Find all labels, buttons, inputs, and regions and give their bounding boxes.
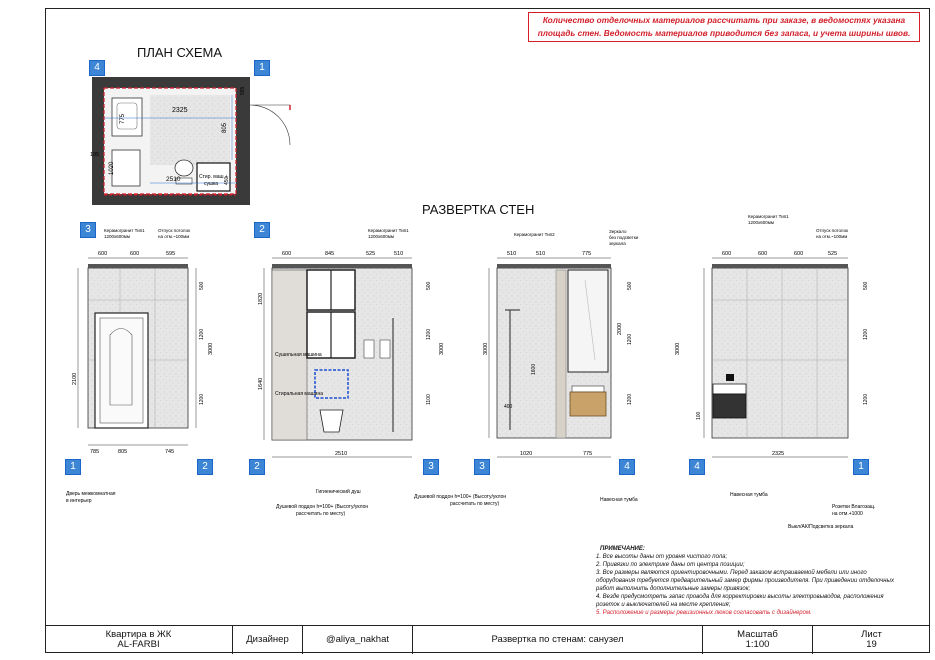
plan-dim-2510: 2510 [166,176,181,183]
e4-height-dim-2: 100 [696,411,702,420]
e2-right-dim-3: 1100 [426,394,432,405]
e3-right-dim-2: 1200 [627,333,633,345]
e3-top-dim-2: 510 [536,251,546,257]
note-item: 2. Привязки по электрике даны от центра позиции; [596,562,745,568]
e2-marker-right: 3 [423,459,439,475]
note-item: оборудования требуется предварительный замер фирмы производителя. При приведении отделочных [596,578,894,584]
e4-marker-right: 1 [853,459,869,475]
warning-line-2: площадь стен. Ведомость материалов приводится без запаса, и учета ширины швов. [537,28,911,38]
elevation-1 [78,258,196,445]
e1-bottom-dim-1: 785 [90,449,100,455]
e3-basin [572,386,604,392]
sheet-number-cell [813,626,930,654]
e3-height-dim-3: 1600 [531,363,537,375]
e1-top-dim-2: 600 [130,251,140,257]
title-block [45,625,930,654]
e3-height-dim-4: 400 [504,404,513,410]
e2-top-dim-2: 845 [325,251,335,257]
e2-note-2b: рассчитать по месту) [296,511,346,517]
e1-right-dim-2: 1200 [199,328,205,340]
project-name-line-1: Квартира в ЖК [105,629,172,640]
e3-callout-2c: зеркала [609,241,626,246]
e1-top-dim-3: 595 [166,251,176,257]
warning-line-1: Количество отделочных материалов рассчитать при заказе, в ведомостях указана [542,15,906,25]
elevation-3 [489,258,611,457]
e1-right-dim-3: 1200 [199,393,205,405]
e3-height-dim-1: 2000 [617,322,623,335]
e3-callout-2: Зеркало [609,229,627,234]
floor-plan [92,77,290,205]
plan-marker-4: 4 [89,60,105,76]
e2-right-dim-1: 500 [426,281,432,290]
e3-note-1: Душевой поддон h=100+ (Высоту/уклон [414,494,507,500]
plan-marker-1: 1 [254,60,270,76]
e4-top-dim-3: 600 [794,251,804,257]
note-item: розеток и выключателей на месте крепления; [596,602,731,608]
e4-callout-2b: на отм.~100мм [816,234,848,239]
e1-height-dim-2: 3000 [208,342,214,355]
notes-block [596,545,926,617]
e3-marker-right: 4 [619,459,635,475]
e4-note-1: Навесная тумба [730,492,768,498]
e2-toilet [320,410,343,432]
e1-callout-2: Отпуск потолок [158,228,191,233]
note-item: 1. Все высоты даны от уровня чистого пола; [596,554,728,560]
project-name-line-2: AL-FARBI [117,639,160,650]
plan-dim-775: 775 [120,113,126,124]
e2-height-dim-3: 3000 [439,342,445,355]
e2-note-2: Душевой поддон h=100+ (Высоту/уклон [276,504,369,510]
e3-bottom-dim-2: 775 [583,451,593,457]
sheet-label: Лист [861,629,882,640]
e1-bottom-dim-2: 805 [118,449,128,455]
e3-right-dim-3: 1200 [627,393,633,405]
e1-note-1: Дверь межкомнатная [66,491,116,497]
e3-vanity [570,392,606,416]
plan-dim-450: 450 [224,176,230,185]
e1-callout-2b: на отм.~100мм [158,234,190,239]
scale-cell [703,626,813,654]
e4-top-dim-2: 600 [758,251,768,257]
plan-dim-805: 805 [222,122,228,133]
e4-marker-left: 4 [689,459,705,475]
e1-top-dim-1: 600 [98,251,108,257]
e4-right-dim-1: 500 [863,281,869,290]
notes-heading: ПРИМЕЧАНИЕ: [600,546,645,552]
e4-callout-1b: 1200х600мм [748,220,774,225]
e3-note-2: Навесная тумба [600,497,638,503]
plan-washer-label-2: сушка [204,181,219,187]
plan-washer-label-1: Стир. маш + [199,174,228,180]
e3-height-dim-2: 3000 [483,342,489,355]
plan-title: ПЛАН СХЕМА [137,45,223,60]
e2-bottom-dim: 2510 [335,451,348,457]
e2-top-dim-4: 510 [394,251,404,257]
e3-right-dim-1: 500 [627,281,633,290]
e3-bottom-dim-1: 1020 [520,451,533,457]
e3-marker-left: 3 [474,459,490,475]
e1-right-dim-1: 500 [199,281,205,290]
plan-dim-185: 185 [90,152,100,158]
plan-dim-1020: 1020 [109,161,115,175]
sheet-title: Развертка по стенам: санузел [413,626,703,654]
note-item: 3. Все размеры являются ориентировочными. Перед заказом встраиваемой мебели или иного [596,570,867,576]
e4-callout-1: Керамогранит Тип1 [748,214,789,219]
scale-label: Масштаб [737,629,778,640]
e4-note-3: Выкл/АК/Подсветка зеркала [788,524,854,530]
e1-marker-right: 2 [197,459,213,475]
e1-bottom-dim-3: 745 [165,449,175,455]
note-item: работ выполнить дополнительные замеры привязок; [596,586,751,592]
e3-top-dim-3: 775 [582,251,592,257]
e4-bottom-dim: 2325 [772,451,785,457]
project-cell [45,626,233,654]
plan-shower [112,98,142,136]
elevation-4 [704,258,848,457]
e2-top-dim-3: 525 [366,251,376,257]
e3-callout-1: Керамогранит Тип2 [514,232,555,237]
e2-callout-1b: 1200х600мм [368,234,394,239]
e4-note-2b: на отм.+1000 [832,511,863,517]
e1-callout-1b: 1200х600мм [104,234,130,239]
e2-height-dim-2: 1640 [258,377,264,390]
note-item: 4. Везде предусмотреть запас провода для корректировки высоты электровыводов, расположения [596,594,884,600]
sheet-number: 19 [866,639,877,650]
e3-note-1b: рассчитать по месту) [450,501,500,507]
e1-note-1b: в интерьер [66,498,92,504]
plan-marker-3: 3 [80,222,96,238]
e4-note-2: Розетки Влагозащ. [832,504,876,510]
plan-toilet [175,160,193,176]
scale-value: 1:100 [745,639,770,650]
e1-marker-left: 1 [65,459,81,475]
e2-top-dim-1: 600 [282,251,292,257]
note-item-red: 5. Расположение и размеры ревизионных люков согласовать с дизайнером. [596,610,812,616]
e4-socket [726,374,734,381]
e2-height-dim-1: 1820 [258,292,264,305]
e2-label-dryer: Стиральная машина [275,391,323,397]
designer-label: Дизайнер [233,626,303,654]
e4-right-dim-3: 1200 [863,393,869,405]
e2-callout-1: Керамогранит Тип1 [368,228,409,233]
e3-top-dim-1: 510 [507,251,517,257]
e2-label-washer: Сушильная машина [275,352,322,358]
e4-top-dim-4: 525 [828,251,838,257]
designer-handle: @aliya_nakhat [303,626,413,654]
elevations-title: РАЗВЕРТКА СТЕН [422,202,535,217]
e4-right-dim-2: 1200 [863,328,869,340]
plan-vanity [112,150,140,186]
e4-height-dim-1: 3000 [675,342,681,355]
e3-callout-2b: без подсветки [609,235,639,240]
e3-mirror [568,270,608,372]
plan-marker-2: 2 [254,222,270,238]
e2-marker-left: 2 [249,459,265,475]
e2-right-dim-2: 1200 [426,328,432,340]
plan-dim-595: 595 [240,86,246,95]
plan-door [250,105,290,145]
e4-vanity-top [713,384,746,394]
plan-dim-width: 2325 [172,107,188,114]
e4-vanity [713,394,746,418]
e1-callout-1: Керамогранит Тип1 [104,228,145,233]
e1-height-dim-1: 2100 [72,372,78,385]
plan-tiles [150,95,230,165]
e4-callout-2: Отпуск потолок [816,228,849,233]
e2-note-1: Гигиенический душ [316,489,361,495]
e4-top-dim-1: 600 [722,251,732,257]
